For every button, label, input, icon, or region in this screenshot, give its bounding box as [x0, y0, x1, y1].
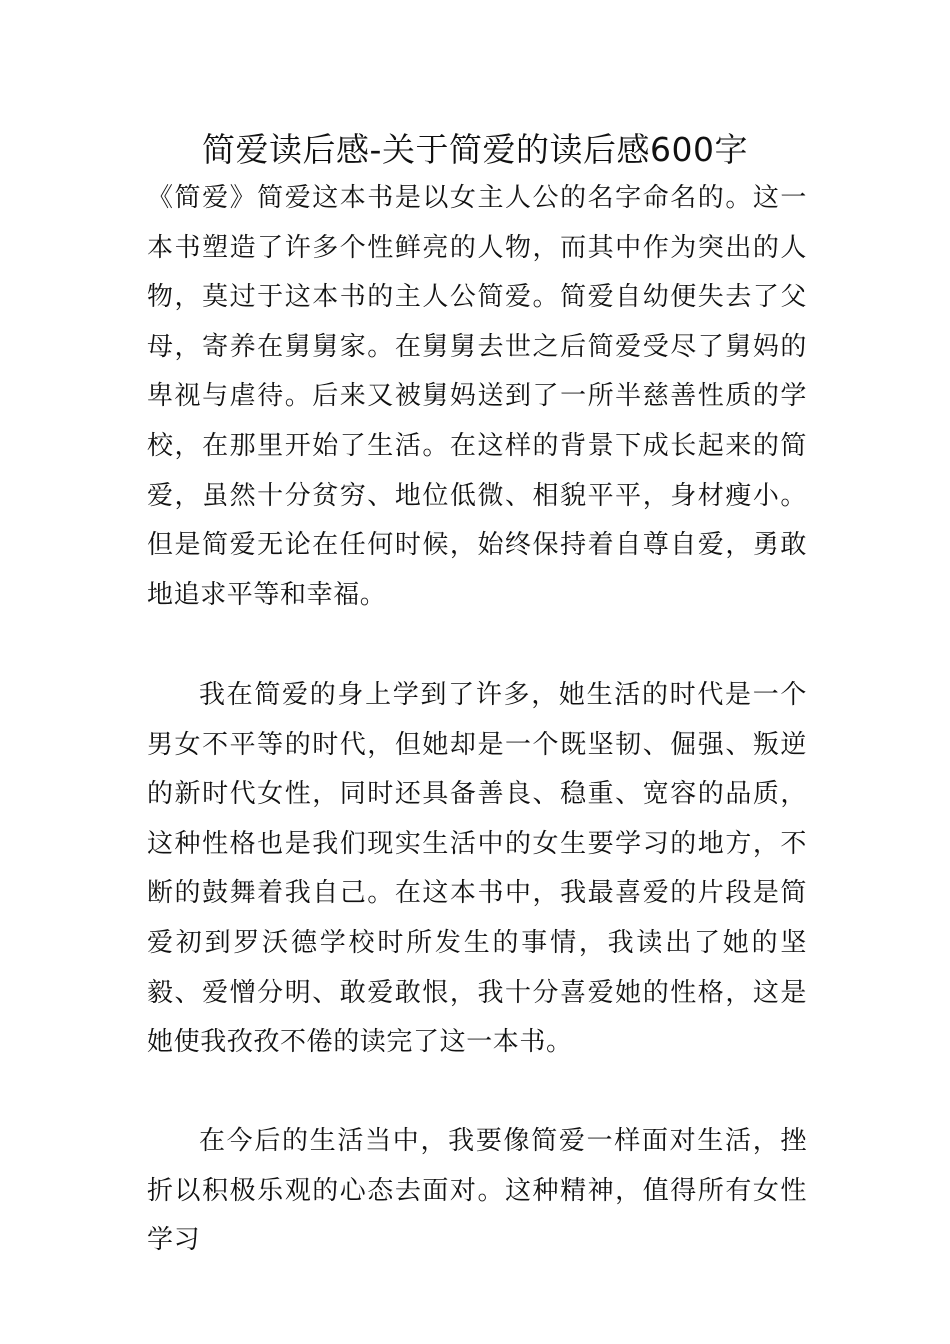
document-title: 简爱读后感-关于简爱的读后感600字 — [202, 130, 748, 169]
paragraph-1: 《简爱》简爱这本书是以女主人公的名字命名的。这一本书塑造了许多个性鲜亮的人物，而其中作为突出的人物，莫过于这本书的主人公简爱。简爱自幼便失去了父母，寄养在舅舅家。在舅舅去世之后简爱受尽了舅妈的卑视与虐待。后来又被舅妈送到了一所半慈善性质的学校，在那里开始了生活。在这样的背景下成长起来的简爱，虽然十分贫穷、地位低微、相貌平平，身材瘦小。但是简爱无论在任何时候，始终保持着自尊自爱，勇敢地追求平等和幸福。 — [147, 183, 807, 610]
paragraph-2: 我在简爱的身上学到了许多，她生活的时代是一个男女不平等的时代，但她却是一个既坚韧、倔强、叛逆的新时代女性，同时还具备善良、稳重、宽容的品质，这种性格也是我们现实生活中的女生要学习的地方，不断的鼓舞着我自己。在这本书中，我最喜爱的片段是简爱初到罗沃德学校时所发生的事情，我读出了她的坚毅、爱憎分明、敢爱敢恨，我十分喜爱她的性格，这是她使我孜孜不倦的读完了这一本书。 — [147, 680, 807, 1058]
paragraph-3: 在今后的生活当中，我要像简爱一样面对生活，挫折以积极乐观的心态去面对。这种精神，值得所有女性学习 — [147, 1126, 807, 1256]
